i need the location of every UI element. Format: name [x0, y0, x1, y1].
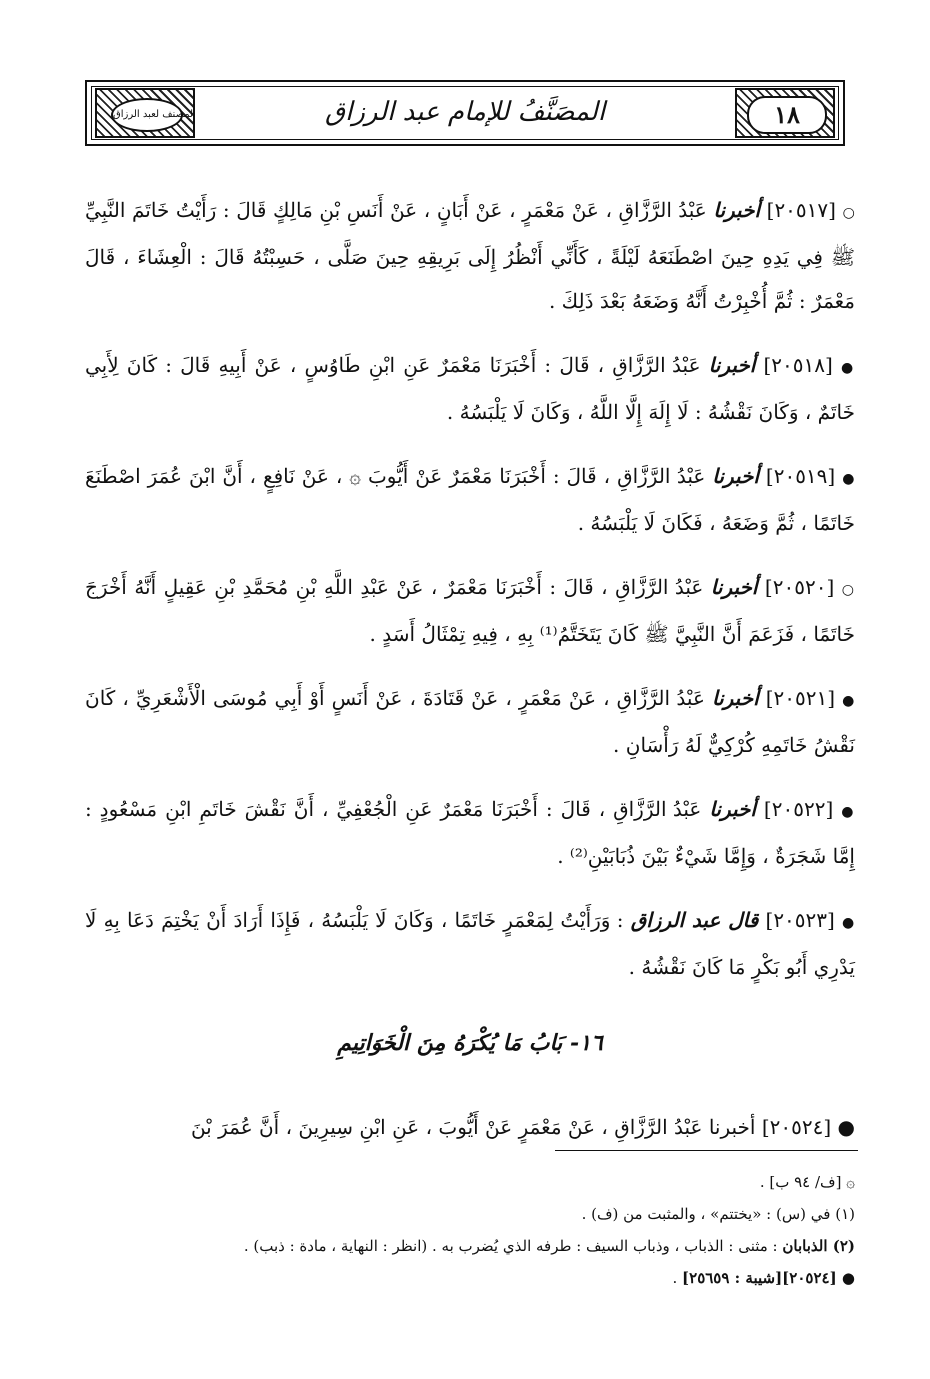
entry-number: [٢٠٥١٨]: [763, 353, 833, 377]
entry-text: عَبْدُ الرَّزَّاقِ ، عَنْ مَعْمَرٍ ، عَنْ أَبَانٍ ، عَنْ أَنَسِ بْنِ مَالِكٍ قَالَ : رَأَيْتُ خَاتَمَ النَّبِيِّ ﷺ فِي يَدِهِ حِينَ اصْطَنَعَهُ لَيْلَةً ، كَأَنِّي أَنْظُرُ إِلَى بَرِيقِهِ حِينَ صَلَّى ، حَسِبْتُهُ قَالَ : الْعِشَاءَ ، قَالَ مَعْمَرٌ : ثُمَّ أُخْبِرْتُ أَنَّهُ وَضَعَهُ بَعْدَ ذَلِكَ .: [85, 198, 855, 313]
hadith-entry: [85, 343, 855, 434]
hadith-entry: [85, 188, 855, 323]
entry-text: عَبْدُ الرَّزَّاقِ ، عَنْ مَعْمَرٍ ، عَنْ قَتَادَةَ ، عَنْ أَنَسٍ أَوْ أَبِي مُوسَى الْأَشْعَرِيِّ ، كَانَ نَقْشُ خَاتَمِهِ كُرْكِيٌّ لَهُ رَأْسَانِ .: [85, 686, 855, 757]
header-ornament-left: [95, 88, 195, 138]
entry-number: [٢٠٥٢٤]: [761, 1115, 832, 1139]
entry-text: : وَرَأَيْتُ لِمَعْمَرٍ خَاتَمًا ، وَكَانَ لَا يَلْبَسُهُ ، فَإِذَا أَرَادَ أَنْ يَخْتِمَ دَعَا بِهِ لَا يَدْرِي أَبُو بَكْرٍ مَا كَانَ نَقْشُهُ .: [85, 908, 855, 979]
hadith-list: [85, 168, 855, 1003]
footnote: ۞ [ف/ ٩٤ ب] .: [759, 1173, 855, 1191]
footnote: (٢) الذبابان : مثنى : الذباب ، وذباب السيف : طرفه الذي يُضرب به . (انظر : النهاية ، مادة : ذبب) .: [243, 1237, 855, 1255]
entry-text: عَبْدُ الرَّزَّاقِ ، قَالَ : أَخْبَرَنَا مَعْمَرٌ عَنْ أَيُّوبَ ۞ ، عَنْ نَافِعٍ ، أَنَّ ابْنَ عُمَرَ اصْطَنَعَ خَاتَمًا ، ثُمَّ وَضَعَهُ ، فَكَانَ لَا يَلْبَسُهُ .: [85, 464, 855, 535]
book-seal: المصنف لعبد الرزاق: [111, 98, 183, 132]
hadith-entry: [85, 787, 855, 878]
footnotes: [85, 1166, 855, 1294]
entry-chain-start: قال عبد الرزاق: [630, 908, 759, 932]
entry-chain-start: أخبرنا: [713, 198, 761, 222]
entry-marker: ○: [842, 205, 856, 221]
entry-text: عَبْدُ الرَّزَّاقِ ، قَالَ : أَخْبَرَنَا مَعْمَرٌ عَنِ ابْنِ طَاوُسٍ ، عَنْ أَبِيهِ قَالَ : كَانَ لِأَبِي خَاتَمٌ ، وَكَانَ نَقْشُهُ : لَا إِلَهَ إِلَّا اللَّهُ ، وَكَانَ لَا يَلْبَسُهُ .: [85, 353, 855, 424]
running-title: المصَنَّفُ للإمام عبد الرزاق: [324, 97, 606, 127]
entry-number: [٢٠٥٢٣]: [765, 908, 835, 932]
entry-text: عَبْدُ الرَّزَّاقِ ، قَالَ : أَخْبَرَنَا مَعْمَرٌ عَنِ الْجُعْفِيِّ ، أَنَّ نَقْشَ خَاتَمِ ابْنِ مَسْعُودٍ : إِمَّا شَجَرَةٌ ، وَإِمَّا شَيْءٌ بَيْنَ ذُبَابَيْنِ⁽²⁾ .: [85, 797, 855, 868]
entry-number: [٢٠٥١٩]: [765, 464, 836, 488]
entry-number: [٢٠٥٢٠]: [764, 575, 835, 599]
entry-number: [٢٠٥٢١]: [765, 686, 836, 710]
footnote-divider: [555, 1150, 858, 1151]
entry-chain-start: أخبرنا: [708, 1115, 756, 1139]
entry-marker: ●: [842, 693, 856, 709]
hadith-entry: [85, 898, 855, 989]
entry-chain-start: أخبرنا: [711, 686, 759, 710]
page-header: [85, 80, 845, 146]
entry-chain-start: أخبرنا: [712, 464, 759, 488]
entry-text: عَبْدُ الرَّزَّاقِ ، قَالَ : أَخْبَرَنَا مَعْمَرٌ ، عَنْ عَبْدِ اللَّهِ بْنِ مُحَمَّدِ بْنِ عَقِيلٍ أَنَّهُ أَخْرَجَ خَاتَمًا ، فَزَعَمَ أَنَّ النَّبِيَّ ﷺ كَانَ يَتَخَتَّمُ⁽¹⁾ بِهِ ، فِيهِ تِمْثَالُ أَسَدٍ .: [85, 575, 855, 646]
section-title: ١٦- بَابُ مَا يُكْرَهُ مِنَ الْخَوَاتِيمِ: [337, 1030, 603, 1056]
header-ornament-right: [735, 88, 835, 138]
entry-marker: ●: [842, 915, 856, 931]
entry-chain-start: أخبرنا: [710, 575, 758, 599]
entry-marker: ●: [840, 360, 855, 376]
hadith-entry: [85, 676, 855, 767]
entry-text: عَبْدُ الرَّزَّاقِ ، عَنْ مَعْمَرٍ عَنْ أَيُّوبَ ، عَنِ ابْنِ سِيرِينَ ، أَنَّ عُمَرَ بْنَ: [190, 1115, 703, 1139]
entry-number: [٢٠٥١٧]: [766, 198, 836, 222]
hadith-entry: [85, 565, 855, 656]
hadith-entry: [85, 1105, 855, 1149]
entry-marker: ●: [842, 471, 855, 487]
entry-chain-start: أخبرنا: [709, 797, 756, 821]
entry-marker: ○: [841, 582, 856, 598]
footnote: ● [٢٠٥٢٤][شيبة : ٢٥٦٥٩] .: [672, 1269, 855, 1287]
page-number: ١٨: [747, 96, 827, 134]
hadith-entry: [85, 454, 855, 545]
entry-marker: ●: [837, 1115, 855, 1139]
entry-marker: ●: [841, 804, 856, 820]
footnote: (١) في (س) : «يختتم» ، والمثبت من (ف) .: [581, 1205, 855, 1223]
entry-number: [٢٠٥٢٢]: [763, 797, 834, 821]
entry-chain-start: أخبرنا: [708, 353, 756, 377]
